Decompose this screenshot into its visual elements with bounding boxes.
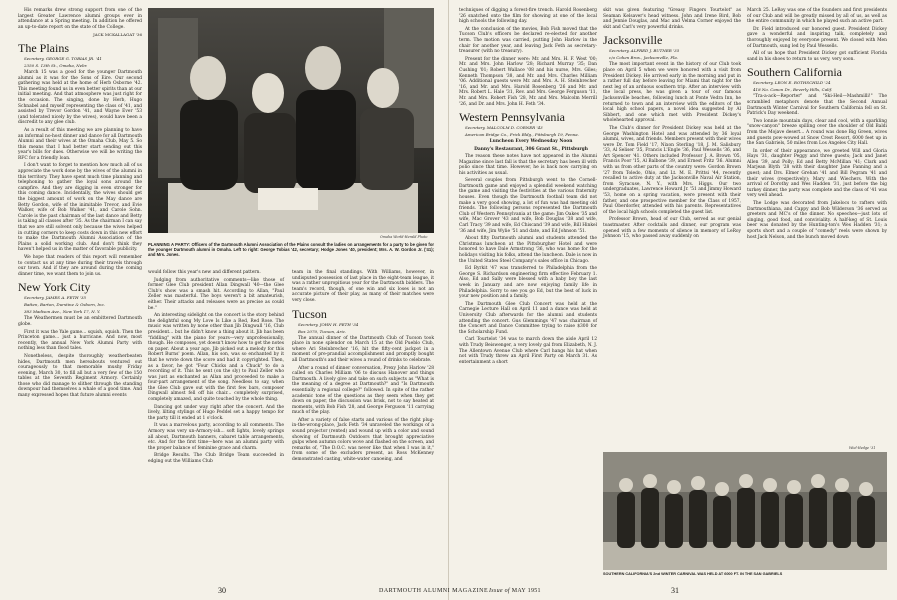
ny-continued-paragraph: Dancing got under way right after the concert. And the lively, lilting stylings of Hugo Peddel set a happy tempo for the party till it ended at 1 o'clock. — [148, 404, 284, 421]
sc-secretary: Secretary, LEON E. ROTHSCHILD '24 — [753, 80, 831, 86]
caption-title: PLANNING A PARTY: — [148, 242, 191, 247]
wp-paragraph: Several couples from Pittsburgh went to the Cornell-Dartmouth game and enjoyed a splendid weekend watching the game and visiting the festivities at the various fraternity houses. Even though the Dartmouth football team did not make a very good showing, a lot of fun was had meeting old friends. The following persons represented the Dartmouth Club of Western Pennsylvania at the game: Jim Oakes '35 and wife, Mac Grover '43 and wife, Bob Douglas '38 and wife, Carl Tracy '39 and wife, Ed Chiscand '39 and wife, Bill Hinkel '36 and wife, Jim Wylie '51 and date, and Ed Johnson '51. — [459, 178, 597, 234]
new-york-paragraph: First it was the Yale game... squish, squish. Then the Princeton game... just a hurricane. And now, most recently, the annual New York Alumni Party with nothing less than flood tales. — [18, 329, 142, 352]
ny-continued-paragraph: Bridge Results. The Club Bridge Team succeeded in edging out the Williams Club — [148, 453, 284, 464]
western-pennsylvania-heading: Western Pennsylvania — [459, 110, 566, 125]
plains-paragraph: I don't want to forget to mention how much all of us appreciate the work done by the wives of the alumni in this territory. They have spent much time planning and telephoning to gather the loyal sons around the campfire. And they are digging in even stronger for this coming dance. Incidentally, the wives should get the biggest amount of work on the May dance are Betty Gordon, wife of the inimitable Trevor, and Evie Walker, wife of Bob Walker '41, and Carole Sohn. Carole is the past chairman of the last dance and Betty is taking all classes after '35. As the chairman I can say that we are still solvent only because the wives helped in cutting corners to keep costs down in this new effort to make the Dartmouth Alumni Association of the Plains a solid working club. And don't think they haven't helped us in the matter of favorable publicity. — [18, 163, 142, 253]
left-column-3 — [292, 270, 434, 583]
plains-photo-credit: Omaha World-Herald Photo — [380, 235, 428, 239]
winter-carnival-photo — [603, 452, 887, 570]
jacksonville-address: c/o Cohen Bros., Jacksonville, Fla. — [609, 55, 679, 61]
right-page-number: 31 — [671, 586, 679, 595]
new-york-address: 383 Madison Ave., New York 17, N. Y. — [24, 309, 101, 315]
party-scene-illustration — [148, 8, 434, 233]
wp-secretary: Secretary, MALCOLM D. CORNER '43 — [465, 125, 543, 131]
magazine-footer: DARTMOUTH ALUMNI MAGAZINE — [379, 588, 489, 594]
tucson-heading: Tucson — [292, 306, 327, 321]
plains-heading: The Plains — [18, 40, 69, 55]
left-page-number: 30 — [218, 586, 226, 595]
intro-paragraph: His remarks drew strong support from one of the largest Greater Lawrence alumni groups ever in attendance at a Spring meeting. In addition he offered an up-to-date report on the state of the College. — [18, 8, 142, 30]
wp-luncheon-subhead: Luncheon Every Wednesday Noon — [489, 139, 573, 145]
left-column-1 — [18, 8, 142, 583]
jacksonville-paragraph: The most important event in the history of our Club took place on April 5 when we were honored with a visit from President Dickey. He arrived early in the morning and put in a rather full day before leaving for Miami that night for the next leg of an arduous southern trip. After an interview with the local press, he was given a tour of our famous Jacksonville beaches, following lunch at Ponte Vedra Inn, he returned to town and an interview with the editors of the local high school papers, a novel idea suggested by Al Sibbert, and one which met with President Dickey's wholehearted approval. — [603, 62, 741, 124]
jacksonville-paragraph: The Club's dinner for President Dickey was held at the George Washington Hotel and was attended by 36 loyal alumni, wives, and friends. Members present with their wives were Dr. Tom Field '17, Nixon Sterling '18, J. M. Salisbury '33, Al Seliser '35, Francis L'Engle '36, Paul Wessells '36, and Art Spencer '41. Others included Professor J. A. Brown '05, Francis Poor '15, Al Balbone '39, and Ernest Fritz '36. Alumni with us from other parts of the country were: Gordon Brown '27 from Toledo, Ohio, and Lt. M. E. Prittsi '44, recently recalled to active duty at the Jacksonville Naval Air Station, from Syracuse, N. Y., with Mrs. Higgs. Our two undergraduates, Lawrence Howard Jr. '51 and Jimmy Howard '53, home on a spring vacation, were present with their father, and one prospective member for the Class of 1957, Paul Oberdorfer, attended with his parents. Representatives of the local high schools completed the guest list. — [603, 125, 741, 215]
wp-paragraph: The reason these notes have not appeared in the Alumni Magazine since last fall is that the secretary has been ill with polio since that time. However, he is back now carrying on his activities as usual. — [459, 153, 597, 176]
plains-paragraph: As a result of this meeting we are planning to have an informal no-host dinner and dance for all Dartmouth Alumni and their wives at the Omaha Club, May 5. So this means that I had better start sending out this year's bills for dues. Otherwise we will be writing the RFC for a friendly loan. — [18, 127, 142, 161]
tucson-paragraph: The annual dinner of the Dartmouth Club of Tucson took place in none splendor on March 15 at the Old Pueblo Club, where Ari Steinbrecher '16, hit the fifty-cent jackpot in a moment of pre-prandial accomplishment and promptly bought all Dartmouth's and their wives a round of drinks to celebrate. — [292, 335, 434, 363]
new-york-secretary: Secretary, JAMES A. FETH '35 — [24, 295, 87, 301]
new-york-address: Batten, Barton, Durstine & Osborn, Inc. — [24, 302, 106, 308]
jacksonville-continued-paragraph: All of us hope that President Dickey got sufficient Florida sand in his shoes to return to us very, very soon. — [747, 51, 887, 62]
wp-continued-paragraph: skit was given featuring "Greasy Fingers Tourtelot" as Seaman Kelsaver's head witness. John and Irene Bird, Bob and Jennie Douglas, and Mac and Velma Corner enjoyed the skit and Carl's very powerful drinks. — [603, 8, 741, 30]
ny-continued-paragraph: would follow this year's new and different pattern. — [148, 270, 261, 275]
right-column-3 — [747, 8, 887, 448]
wp-paragraph: Ed Byrkit '47 was transferred to Philadelphia from the George S. Richardson engineering firm effective February 1. Also, Ed and Sally were blessed with a baby boy the last week in January and are now enjoying family life in Philadelphia. Sorry to see you go Ed, but the best of luck in your new position and a family. — [459, 266, 597, 300]
footer-issue-label: Issue of — [489, 588, 510, 594]
page-30 — [0, 0, 448, 600]
tucson-continued-paragraph: techniques of digging a forest-fire trench. Harold Rosenberg '26 snatched onto the film for showing at one of the local high schools the following day. — [459, 8, 597, 25]
ny-continued-paragraph: An interesting sidelight on the concert is the story behind the delightful song My Love Is Like a Red, Red Rose. The music was written by none other than Jib Dingwall '16, Club president... but he didn't know a thing about it. Jib has been "fiddling" with the piano for years—very unprofessionally, though. He composes, yet doesn't know how to get the notes on paper. About a year ago, Jib picked out a melody for this Robert Burns' poem. Allan, his son, was so enchanted by it that he wrote down the score and had it copyrighted. Then, as a favor, he got "Four Chicks and a Chuck" to do a recording of it. This he sent (on the sly) to Paul Zeller who was just as enchanted as Allan and proceeded to make a four-part arrangement of the song. Needless to say, when the Glee Club gave out with the first few bars, composer Dingwall almost fell off his chair... completely surprised, completely amazed, and quite touched by the whole thing. — [148, 313, 284, 403]
sc-paragraph: "Tra-a-ack—Reporter" and "Ski-Heil—Mashmilli!" The scrambled metaphors denote that the Second Annual Dartmouth Winter Carnival for Southern California fell on St. Patrick's Day weekend. — [747, 94, 887, 117]
sc-paragraph: Two lonnie mountain days, clear and cool, with a sparkling "snow-canyon" breeze spilling over the shoulder of Old Baldi from the Mojave desert... A round was done Big Green, wives and guests pow-wowed at Snow Crest Resort, 6000 feet up in the San Gabriels, 50 miles from Los Angeles City Hall. — [747, 118, 887, 147]
jacksonville-secretary: Secretary, ALFRED J. BUTNER '35 — [609, 48, 680, 54]
carnival-photo-credit: Wiel-Hedge '31 — [849, 446, 876, 450]
new-york-paragraph: The Weathermen must be an embittered Dartmouth globe. — [18, 316, 142, 327]
wp-address: American Bridge Co., Frick Bldg., Pittsburgh 19, Penna. — [465, 132, 579, 138]
sc-address: 418 No. Canon Dr., Beverly Hills, Calif. — [753, 87, 833, 93]
carnival-photo-caption: SOUTHERN CALIFORNIA'S 2nd WINTER CARNIVAL WAS HELD AT 6000 FT. IN THE SAN GABRIELS — [603, 572, 783, 576]
new-york-heading: New York City — [18, 280, 91, 295]
footer-issue-date: MAY 1951 — [511, 588, 541, 594]
southern-california-heading: Southern California — [747, 65, 842, 80]
carnival-group-illustration — [603, 452, 887, 570]
right-column-1 — [459, 8, 597, 583]
caption-text: Officers of the Dartmouth Alumni Association of the Plains consult the ladies on arrangements for a party to be given for the younger Dartmouth alumni in Omaha. Left to right: George Tobias '42, secretary; Hodge Jones '40, president; Mrs. A. W. Gordon Jr. ('41); and Mrs. Jones. — [148, 242, 435, 258]
plains-paragraph: March 15 was a good for the younger Dartmouth alumni as it was for the Sons of Eire. Our second gathering was held at the home of Herb Osborne '42. This meeting found us in even better spirits than at our initial meeting. And that atmosphere was just right for the occasion. The singing, done by Herb, Hugo Schnabel and myself representing the class of '41, and assisted by Trevor Gordon '41, and Wayne Ever '53 (and tolerated nicely by the wives), would have been a discredit to any glee club. — [18, 69, 142, 126]
plains-address: 2350 S. 13th St., Omaha, Nebr. — [24, 62, 88, 68]
ny-continued-paragraph: Judging from authoritative comments—like those of former Glee Club president Allan Dingwall '40—the Glee Club's show was a smash hit. According to Allan, "Paul Zeller was masterful. The boys weren't a bit amateurish, either. Their attacks and releases were as precise as could be." — [148, 277, 284, 311]
left-column-2 — [148, 270, 284, 583]
tucson-paragraph: After a variety of false starts and various of the right plug-in-the-wrong-place, Jack Feth '34 unraveled the workings of a sound projector (rented) and wound up with a color and sound showing of Dartmouth Outdoors that brought appreciative gulps when autumn colors wove and flashed on the screen, and remarks of, "The D.O.C. was never like that when I was in it," from some of the excluders present, as Ross McKenney demonstrated casting, white-water canoeing, and — [292, 417, 434, 463]
wp-paragraph: Carl Tourtelot '34 was to march down the aisle April 12 with Trudy Beiswenger, a very lovely gal from Elizabeth, N. J. The Allentown Avenue Club where Carl hangs his hat when not with Trudy threw an April First Party on March 31. As entertainment a short — [459, 337, 597, 365]
plains-secretary: Secretary, GEORGE G. TOBIAS JR. '41 — [24, 55, 102, 61]
jacksonville-paragraph: Professor Brown, head of our Club, served as our genial toastmaster. After cocktails and dinner, our program was opened with a few moments of silence in memory of LeRoy Johnson '15, who passed away suddenly on — [603, 217, 741, 240]
right-column-2 — [603, 8, 741, 448]
wp-paragraph: The Dartmouth Glee Club Concert was held at the Carnegie Lecture Hall on April 11 and a dance was held at University Club afterwards for the alumni and students attending the concert. Gus Glemmings '47 was chairman of the Concert and Dance Committee trying to raise $300 for the Scholarship Fund. — [459, 301, 597, 335]
plains-paragraph: We hope that readers of this report will remember to contact us at any time during their travels through our town. And if they are around during the coming dinner time, we want them to join us. — [18, 254, 142, 277]
tucson-address: Box 2070, Tucson, Ariz. — [298, 328, 347, 334]
plains-photo-caption — [148, 242, 434, 258]
wp-restaurant-subhead: Danny's Restaurant, 306 Grant St., Pittsburgh — [474, 146, 588, 152]
sc-paragraph: In order of their appearance, we greeted Will and Gloria Hays '31, daughter Peggy and three guests; Jack and Janet Allen '39, and Polly; Ed and Betty McMillan '41; Clark and Marjean Blyth '28 with their daughter Jane Fanning and a guest; and Drs. Elmer Grehan '41 and Bill Pegram '41 and their wives (respectively); Mary and Wiechers. With the arrival of Dorothy and Wes Hadden '31, just before the big turkey dinner, the party was complete and the class of '41 was very well ahead. — [747, 148, 887, 199]
intro-signature: JACK MCKALLAGAT '36 — [93, 32, 142, 38]
ny-continued-paragraph: It was a marvelous party, according to all comments. The Armory was very un-Armory-ish... soft lights, lovely springs all about, Dartmouth banners, cabaret table arrangements, etc. And for the first time—here was an alumni party with the proper balance of feminine grace and charm. — [148, 423, 284, 451]
issue-footer — [489, 588, 541, 594]
tucson-secretary: Secretary, JOHN H. FETH '34 — [298, 321, 359, 327]
plains-party-photo — [148, 8, 434, 233]
sc-paragraph: The Lodge was decorated from Jakelocs to rafters with Dartmouthiana, and Cappy and Bob Wilderson '36 served as greeters and MC's of the dinner. No speeches—just lots of singing, good food, and conviviality. A half-keg of St. Louis beer was donated by the Hunting-ton's Wes Hadden '31; a sports short and a couple of "comedy" reels were shown by host Jack Nelson, and the bunch moved down — [747, 201, 887, 240]
jacksonville-continued-paragraph: March 25. LeRoy was one of the founders and first presidents of our Club and will be greatly missed by all of us, as well as the entire community in which he played such an active part. — [747, 8, 887, 25]
jacksonville-continued-paragraph: Dr. Field introduced our honored guest. President Dickey gave a wonderful and inspiring talk, completely and thoroughly enjoyed by everyone present. We closed with Men of Dartmouth, sung led by Paul Wessells. — [747, 26, 887, 49]
jacksonville-heading: Jacksonville — [603, 33, 663, 48]
wp-paragraph: About fifty Dartmouth alumni and students attended the Christmas luncheon at the Pittsburgher Hotel and were honored to have Dale Armstrong '36, who was home for the holidays visiting his folks, attend the luncheon. Dale is now in the United States Steel Company's sales office in Chicago. — [459, 236, 597, 264]
tucson-continued-paragraph: Present for the dinner were: Mr. and Mrs. H. F. West '00; Mr. and Mrs. John Harlow '28; Richard Murray '35; Dan Cushing '01; Robert Wallace '08 and his nurse, Mrs. Giles; Kenneth Thompson '38, and Mr. and Mrs. Charles Milliam '06. Additional guests were Mr. and Mrs. A. H. Steinbrecher '16, and Mr. and Mrs. Harold Rosenberg '26 and Mr. and Mrs. Robert L. Hale '31, Rev. and Mrs. George Ferguson '11, Mr. and Mrs. Robert Fish '28, Mr. and Mrs. Malcolm Merrill '26, and Dr. and Mrs. John H. Feth '34. — [459, 56, 597, 107]
new-york-paragraph: Nonetheless, despite thoroughly weatherbeaten hides, Dartmouth men hereabouts ventured out courageously to that memorable mushy Friday evening, March 30, to fill all but a very few of the 150 tables at the Seventh Regiment Armory. Certainly those who did manage to slither through the standing downpour had themselves a whale of a good time. And many expressed hopes that future alumni events — [18, 353, 142, 399]
tucson-paragraph: After a round of dinner conversation, Prexy John Harlow '28 called on Charles Milliam '06 to discuss Hanover and things Dartmouth. A lively give and take on such subjects as "What is the meaning of a degree at Dartmouth?" and "Is Dartmouth essentially a regional college?" followed. In spite of the rather academic tone of the questions as they seem when they get down on paper, the discussion was brisk, not to say heated at moments, with Bob Fish '28, and George Ferguson '11 carrying much of the play. — [292, 365, 434, 416]
bridge-results-paragraph: team in the final standings. With Williams, however, in undisputed possession of last place in the eight-team league, it was a rather unpropitious year for the Dartmouth bidders. The team's record, though, of one win and six loses is not an accurate picture of their play, as many of their matches were very close. — [292, 270, 434, 303]
tucson-continued-paragraph: At the conclusion of the movies, Bob Fish moved that the Tucson Club's officers be declared re-elected for another term. The motion was carried, putting John Harlow in the chair for another year, and leaving Jack Feth as secretary-treasurer (with no treasury). — [459, 26, 597, 55]
